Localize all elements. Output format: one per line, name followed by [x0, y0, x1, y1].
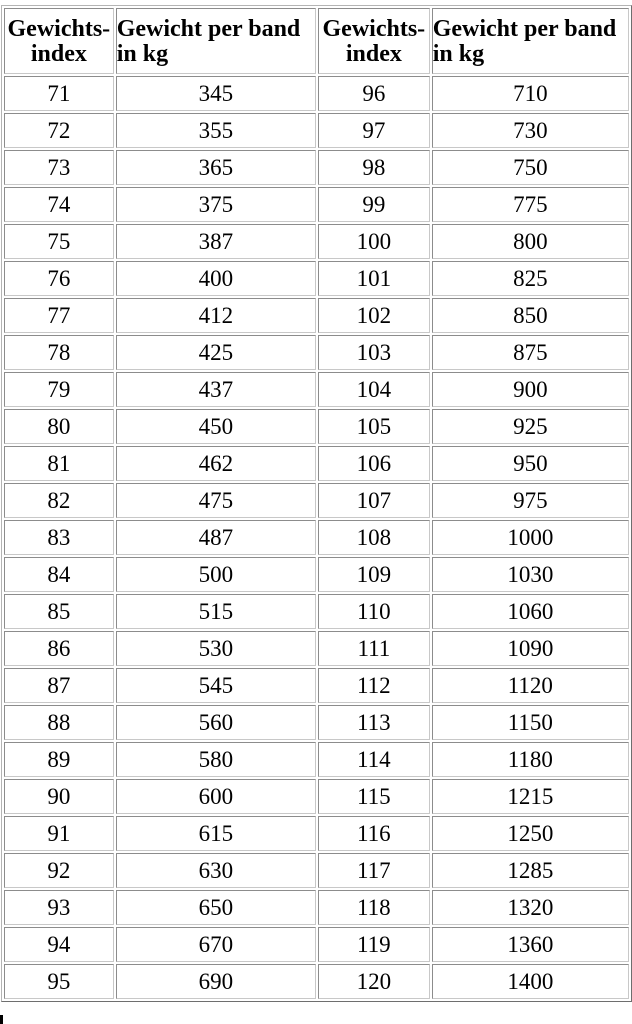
cell-load-index: 114	[318, 742, 430, 777]
header-line: index	[30, 41, 87, 67]
cell-weight-kg: 690	[116, 964, 316, 999]
table-row	[4, 779, 629, 814]
cell-load-index: 89	[4, 742, 114, 777]
cell-load-index: 86	[4, 631, 114, 666]
cell-load-index: 108	[318, 520, 430, 555]
cell-load-index: 75	[4, 224, 114, 259]
table-row	[4, 742, 629, 777]
cell-weight-kg: 580	[116, 742, 316, 777]
cell-weight-kg: 1250	[432, 816, 629, 851]
table-row	[4, 298, 629, 333]
cell-weight-kg: 800	[432, 224, 629, 259]
table-row	[4, 557, 629, 592]
cell-weight-kg: 515	[116, 594, 316, 629]
cell-load-index: 90	[4, 779, 114, 814]
cell-weight-kg: 487	[116, 520, 316, 555]
cell-load-index: 73	[4, 150, 114, 185]
header-line: Gewicht per band	[432, 16, 617, 42]
header-line: index	[345, 41, 402, 67]
cell-weight-kg: 875	[432, 335, 629, 370]
cell-load-index: 97	[318, 113, 430, 148]
cell-weight-kg: 475	[116, 483, 316, 518]
cell-load-index: 95	[4, 964, 114, 999]
cell-weight-kg: 1285	[432, 853, 629, 888]
cell-load-index: 107	[318, 483, 430, 518]
table-row	[4, 483, 629, 518]
table-row	[4, 594, 629, 629]
cell-weight-kg: 462	[116, 446, 316, 481]
cell-weight-kg: 1120	[432, 668, 629, 703]
cell-load-index: 79	[4, 372, 114, 407]
load-index-table	[1, 5, 632, 1002]
cell-weight-kg: 1150	[432, 705, 629, 740]
table-row	[4, 853, 629, 888]
cell-weight-kg: 925	[432, 409, 629, 444]
edge-mark	[0, 1015, 3, 1024]
cell-weight-kg: 365	[116, 150, 316, 185]
cell-weight-kg: 530	[116, 631, 316, 666]
table-row	[4, 890, 629, 925]
table-row	[4, 150, 629, 185]
cell-weight-kg: 1360	[432, 927, 629, 962]
header-line: Gewicht per band	[116, 16, 301, 42]
table-body	[4, 76, 629, 999]
cell-weight-kg: 1215	[432, 779, 629, 814]
cell-load-index: 101	[318, 261, 430, 296]
cell-load-index: 91	[4, 816, 114, 851]
cell-load-index: 100	[318, 224, 430, 259]
cell-load-index: 92	[4, 853, 114, 888]
table-row	[4, 816, 629, 851]
table-row	[4, 668, 629, 703]
table-row	[4, 261, 629, 296]
cell-weight-kg: 615	[116, 816, 316, 851]
cell-weight-kg: 1060	[432, 594, 629, 629]
cell-weight-kg: 425	[116, 335, 316, 370]
cell-load-index: 104	[318, 372, 430, 407]
cell-load-index: 99	[318, 187, 430, 222]
cell-load-index: 113	[318, 705, 430, 740]
cell-weight-kg: 710	[432, 76, 629, 111]
cell-weight-kg: 950	[432, 446, 629, 481]
cell-load-index: 74	[4, 187, 114, 222]
table-row	[4, 76, 629, 111]
cell-load-index: 111	[318, 631, 430, 666]
cell-weight-kg: 355	[116, 113, 316, 148]
header-line: in kg	[432, 41, 485, 67]
table-row	[4, 113, 629, 148]
cell-load-index: 117	[318, 853, 430, 888]
table-row	[4, 705, 629, 740]
header-line: Gewichts-	[322, 16, 426, 42]
cell-load-index: 115	[318, 779, 430, 814]
cell-load-index: 77	[4, 298, 114, 333]
header-load-index-right	[318, 8, 430, 74]
cell-weight-kg: 730	[432, 113, 629, 148]
cell-load-index: 119	[318, 927, 430, 962]
table-row	[4, 409, 629, 444]
cell-load-index: 109	[318, 557, 430, 592]
cell-weight-kg: 437	[116, 372, 316, 407]
table-row	[4, 224, 629, 259]
cell-load-index: 81	[4, 446, 114, 481]
cell-load-index: 83	[4, 520, 114, 555]
cell-load-index: 87	[4, 668, 114, 703]
cell-load-index: 105	[318, 409, 430, 444]
cell-load-index: 118	[318, 890, 430, 925]
cell-weight-kg: 900	[432, 372, 629, 407]
cell-weight-kg: 1400	[432, 964, 629, 999]
table-row	[4, 187, 629, 222]
cell-weight-kg: 545	[116, 668, 316, 703]
cell-weight-kg: 560	[116, 705, 316, 740]
cell-load-index: 102	[318, 298, 430, 333]
header-line: Gewichts-	[7, 16, 111, 42]
cell-weight-kg: 450	[116, 409, 316, 444]
header-load-index-left	[4, 8, 114, 74]
cell-weight-kg: 670	[116, 927, 316, 962]
cell-weight-kg: 412	[116, 298, 316, 333]
cell-load-index: 80	[4, 409, 114, 444]
header-weight-right	[432, 8, 629, 74]
cell-weight-kg: 1000	[432, 520, 629, 555]
cell-load-index: 85	[4, 594, 114, 629]
cell-load-index: 94	[4, 927, 114, 962]
cell-load-index: 96	[318, 76, 430, 111]
header-weight-left	[116, 8, 316, 74]
header-row	[4, 8, 629, 74]
cell-load-index: 116	[318, 816, 430, 851]
table-row	[4, 520, 629, 555]
cell-load-index: 98	[318, 150, 430, 185]
header-line: in kg	[116, 41, 169, 67]
cell-weight-kg: 500	[116, 557, 316, 592]
cell-weight-kg: 1180	[432, 742, 629, 777]
cell-weight-kg: 975	[432, 483, 629, 518]
cell-load-index: 76	[4, 261, 114, 296]
cell-load-index: 72	[4, 113, 114, 148]
table-row	[4, 927, 629, 962]
cell-load-index: 103	[318, 335, 430, 370]
cell-weight-kg: 850	[432, 298, 629, 333]
cell-load-index: 106	[318, 446, 430, 481]
cell-weight-kg: 345	[116, 76, 316, 111]
cell-weight-kg: 1030	[432, 557, 629, 592]
cell-weight-kg: 825	[432, 261, 629, 296]
cell-load-index: 120	[318, 964, 430, 999]
cell-load-index: 93	[4, 890, 114, 925]
table-row	[4, 631, 629, 666]
cell-weight-kg: 1320	[432, 890, 629, 925]
table-row	[4, 964, 629, 999]
cell-weight-kg: 750	[432, 150, 629, 185]
cell-load-index: 110	[318, 594, 430, 629]
table-row	[4, 372, 629, 407]
cell-load-index: 112	[318, 668, 430, 703]
cell-load-index: 88	[4, 705, 114, 740]
cell-weight-kg: 400	[116, 261, 316, 296]
cell-load-index: 78	[4, 335, 114, 370]
cell-weight-kg: 630	[116, 853, 316, 888]
cell-weight-kg: 775	[432, 187, 629, 222]
cell-load-index: 82	[4, 483, 114, 518]
cell-load-index: 84	[4, 557, 114, 592]
cell-weight-kg: 1090	[432, 631, 629, 666]
cell-weight-kg: 650	[116, 890, 316, 925]
cell-load-index: 71	[4, 76, 114, 111]
cell-weight-kg: 375	[116, 187, 316, 222]
cell-weight-kg: 600	[116, 779, 316, 814]
table-row	[4, 446, 629, 481]
table-row	[4, 335, 629, 370]
cell-weight-kg: 387	[116, 224, 316, 259]
